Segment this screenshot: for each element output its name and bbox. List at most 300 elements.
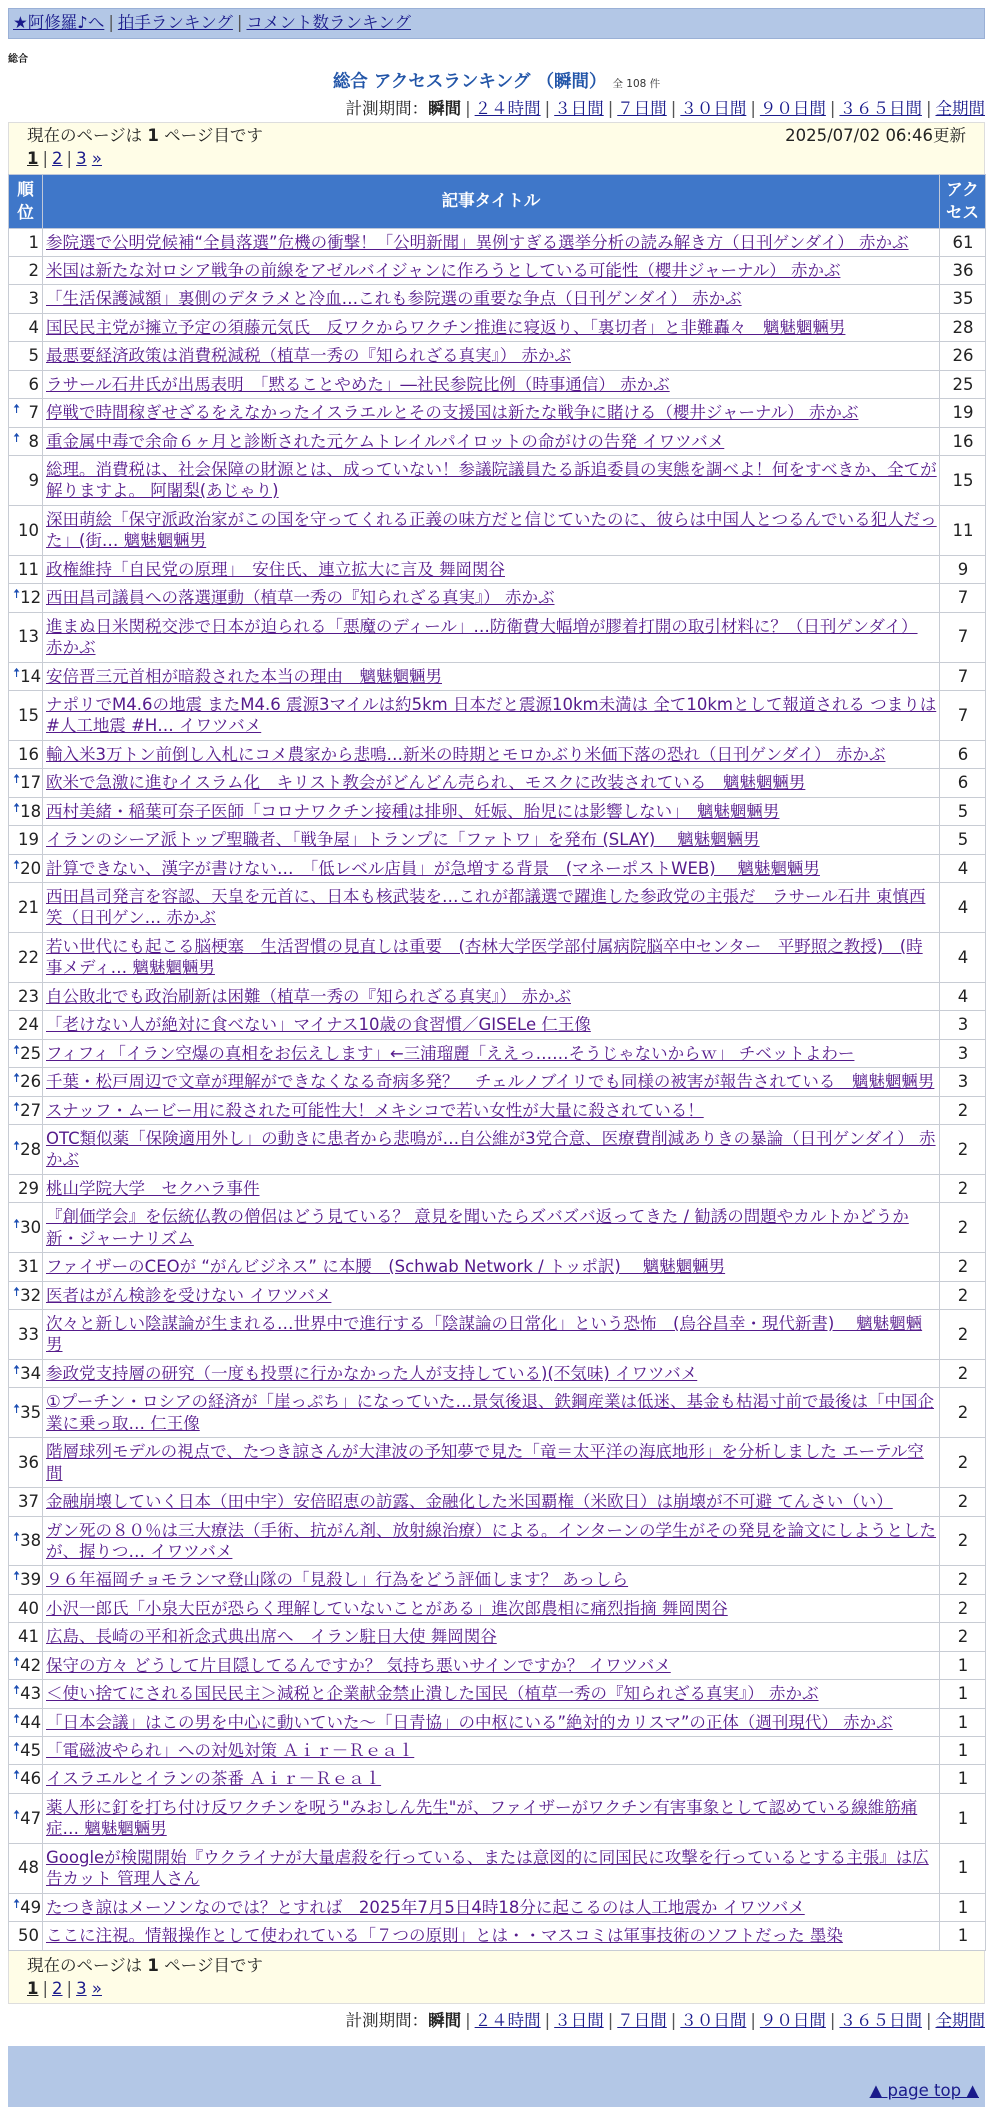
updated-timestamp: 2025/07/02 06:46更新 [785,125,966,145]
access-count: 1 [940,1765,986,1793]
access-count: 16 [940,427,986,455]
title-cell [43,1651,940,1679]
page-top-bar [8,2076,985,2107]
access-count: 2 [940,1359,986,1387]
period-option-link[interactable]: ３６５日間 [839,2011,922,2031]
period-option-link[interactable]: ３６５日間 [839,99,922,119]
article-link[interactable]: 広島、長崎の平和祈念式典出席へ イラン駐日大使 舞岡関谷 [46,1627,497,1647]
rank-number: 20 [20,858,42,878]
rank-number: 24 [18,1015,39,1035]
rank-cell [9,883,43,933]
access-count: 9 [940,555,986,583]
rank-cell [9,1594,43,1622]
rank-cell [9,740,43,768]
table-row [9,797,986,825]
table-row [9,427,986,455]
period-option-link[interactable]: ２４時間 [474,2011,541,2031]
article-link[interactable]: 重金属中毒で余命６ヶ月と診断された元ケムトレイルパイロットの命がけの告発 イワツバメ [46,431,725,451]
period-separator: | [607,2011,614,2031]
rank-up-arrow-icon: 🠅 [13,1138,21,1154]
table-row [9,1068,986,1096]
rank-up-arrow-icon: 🠅 [13,1530,21,1546]
title-cell [43,505,940,555]
rank-cell [9,690,43,740]
article-link[interactable]: ＜使い捨てにされる国民民主＞減税と企業献金禁止潰した国民（植草一秀の『知られざる真実』） 赤かぶ [46,1684,819,1704]
page-link[interactable]: 2 [52,1978,63,1998]
table-row [9,1623,986,1651]
rank-up-arrow-icon: 🠅 [13,1683,21,1699]
clap-ranking-link[interactable]: 拍手ランキング [117,13,233,32]
period-option-link[interactable]: ３０日間 [680,2011,747,2031]
access-count: 2 [940,1174,986,1202]
rank-up-arrow-icon: 🠅 [13,1042,21,1058]
article-link[interactable]: 進まぬ日米関税交渉で日本が迫られる「悪魔のディール」…防衛費大幅増が膠着打開の取引材料に？（日刊ゲンダイ） 赤かぶ [46,616,918,658]
rank-up-arrow-icon: 🠅 [13,772,21,788]
access-count: 3 [940,1068,986,1096]
page-link[interactable]: 3 [76,149,87,169]
rank-cell [9,456,43,506]
access-count: 2 [940,1310,986,1360]
article-link[interactable]: OTC類似薬「保険適用外し」の動きに患者から悲鳴が…自公維が3党合意、医療費削減ありきの暴論（日刊ゲンダイ） 赤かぶ [46,1128,936,1170]
title-cell [43,342,940,370]
article-link[interactable]: 総理。消費税は、社会保障の財源とは、成っていない！参議院議員たる訴追委員の実態を調べよ！何をすべきか、全てが解りますよ。 阿闍梨(あじゃり) [46,460,937,501]
title-cell [43,370,940,398]
rank-number: 50 [18,1926,39,1946]
period-selector [8,2010,985,2031]
access-count: 4 [940,883,986,933]
rank-cell [9,1388,43,1438]
rank-cell [9,1516,43,1566]
article-link[interactable]: たつき諒はメーソンなのでは？とすれば 2025年7月5日4時18分に起こるのは人工地震か イワツバメ [46,1897,805,1917]
page-top-link[interactable]: ▲ page top ▲ [869,2080,979,2100]
rank-up-arrow-icon: 🠅 [13,1711,21,1727]
article-link[interactable]: 参院選で公明党候補“全員落選”危機の衝撃！「公明新聞」異例すぎる選挙分析の読み解き方（日刊ゲンダイ） 赤かぶ [46,232,909,252]
title-cell [43,285,940,313]
title-cell [43,456,940,506]
article-link[interactable]: ここに注視。情報操作として使われている「７つの原則」とは・・マスコミは軍事技術のソフトだった 墨染 [46,1926,843,1946]
access-count: 26 [940,342,986,370]
article-link[interactable]: 若い世代にも起こる脳梗塞 生活習慣の見直しは重要 (杏林大学医学部付属病院脳卒中センター 平野照之教授) (時事メディ… 魑魅魍魎男 [46,936,923,978]
rank-cell [9,228,43,256]
rank-number: 40 [18,1598,39,1618]
access-count: 4 [940,982,986,1010]
category-label: 総合 [8,54,28,66]
rank-number: 48 [18,1858,39,1878]
table-row [9,399,986,427]
table-row [9,370,986,398]
rank-number: 42 [20,1655,42,1675]
next-page-link[interactable]: » [91,1978,102,1998]
access-count: 2 [940,1438,986,1488]
title-cell [43,740,940,768]
rank-cell [9,1253,43,1281]
page-separator: | [42,149,49,169]
article-link[interactable]: 国民民主党が擁立予定の須藤元気氏 反ワクからワクチン推進に寝返り、「裏切者」と非難轟々 魑魅魍魎男 [46,317,846,337]
access-count: 7 [940,662,986,690]
table-row [9,1096,986,1124]
access-count: 5 [940,826,986,854]
rank-cell [9,370,43,398]
period-separator: | [750,2011,756,2031]
table-row [9,1680,986,1708]
article-link[interactable]: 『創価学会』を伝統仏教の僧侶はどう見ている？ 意見を聞いたらズバズバ返ってきた / 勧誘の問題やカルトかどうか 新・ジャーナリズム [46,1207,909,1248]
period-current: 瞬間 [428,99,462,119]
article-link[interactable]: スナッフ・ムービー用に殺された可能性大！メキシコで若い女性が大量に殺されている！ [46,1100,704,1120]
table-row [9,456,986,506]
rank-cell [9,982,43,1010]
rank-cell [9,612,43,662]
rank-cell [9,1174,43,1202]
article-link[interactable]: 輸入米3万トン前倒し入札にコメ農家から悲鳴…新米の時期とモロかぶり米価下落の恐れ（日刊ゲンダイ） 赤かぶ [46,744,886,764]
article-link[interactable]: 計算できない、漢字が書けない… 「低レベル店員」が急増する背景 (マネーポストWEB) 魑魅魍魎男 [46,858,820,878]
article-link[interactable]: フィフィ「イラン空爆の真相をお伝えします」←三浦瑠麗「ええっ……そうじゃないからｗ」 チベットよわー [46,1043,855,1063]
rank-cell [9,1566,43,1594]
rank-number: 29 [18,1178,39,1198]
table-row [9,1174,986,1202]
article-link[interactable]: 千葉・松戸周辺で文章が理解ができなくなる奇病多発？ チェルノブイリでも同様の被害が報告されている 魑魅魍魎男 [46,1072,935,1092]
rank-up-arrow-icon: 🠅 [13,800,21,816]
title-cell [43,883,940,933]
table-row [9,342,986,370]
article-link[interactable]: 保守の方々 どうして片目隠してるんですか？ 気持ち悪いサインですか？ イワツバメ [46,1655,671,1675]
table-row [9,555,986,583]
rank-cell [9,797,43,825]
rank-up-arrow-icon: 🠅 [13,665,21,681]
rank-up-arrow-icon: 🠅 [13,1099,21,1115]
rank-number: 26 [20,1072,42,1092]
rank-up-arrow-icon: 🠅 [13,1071,21,1087]
access-count: 2 [940,1096,986,1124]
article-link[interactable]: イランのシーア派トップ聖職者、「戦争屋」トランプに「ファトワ」を発布 (SLAY) 魑魅魍魎男 [46,830,760,850]
table-row [9,662,986,690]
page-links [27,1978,966,1999]
rank-number: 10 [18,520,39,540]
period-current: 瞬間 [428,2011,462,2031]
article-link[interactable]: 西村美緒・稲葉可奈子医師「コロナワクチン接種は排卵、妊娠、胎児には影響しない」 魑魅魍魎男 [46,801,780,821]
rank-number: 6 [28,374,39,394]
article-link[interactable]: 自公敗北でも政治刷新は困難（植草一秀の『知られざる真実』） 赤かぶ [46,986,571,1006]
table-row [9,1708,986,1736]
page-separator: | [66,1978,73,1998]
table-row [9,1039,986,1067]
rank-cell [9,1096,43,1124]
rank-cell [9,342,43,370]
period-option-link[interactable]: 全期間 [935,2011,985,2031]
article-link[interactable]: 「老けない人が絶対に食べない」マイナス10歳の食習慣／GISELe 仁王像 [46,1015,591,1035]
page-link[interactable]: 3 [76,1978,87,1998]
article-link[interactable]: 米国は新たな対ロシア戦争の前線をアゼルバイジャンに作ろうとしている可能性（櫻井ジャーナル） 赤かぶ [46,260,841,280]
access-count: 2 [940,1594,986,1622]
period-option-link[interactable]: ９０日間 [759,99,826,119]
title-cell [43,1174,940,1202]
period-separator: | [544,99,551,119]
access-count: 19 [940,399,986,427]
article-link[interactable]: 「生活保護減額」裏側のデタラメと冷血…これも参院選の重要な争点（日刊ゲンダイ） 赤かぶ [46,289,742,309]
article-link[interactable]: ラサール石井氏が出馬表明 「黙ることやめた」―社民参院比例（時事通信） 赤かぶ [46,374,670,394]
article-link[interactable]: 「日本会議」はこの男を中心に動いていた〜「日青協」の中枢にいる”絶対的カリスマ”の正体（週刊現代） 赤かぶ [46,1712,893,1732]
article-link[interactable]: 停戦で時間稼ぎせざるをえなかったイスラエルとその支援国は新たな戦争に賭ける（櫻井ジャーナル） 赤かぶ [46,403,859,423]
current-page-text: 現在のページは 1 ページ目です [27,125,263,145]
comment-ranking-link[interactable]: コメント数ランキング [246,13,411,32]
title-cell [43,1310,940,1360]
rank-number: 4 [28,317,39,337]
period-option-link[interactable]: ９０日間 [759,2011,826,2031]
table-row [9,584,986,612]
access-count: 1 [940,1793,986,1843]
table-row [9,1310,986,1360]
rank-number: 31 [18,1257,39,1277]
access-count: 1 [940,1737,986,1765]
article-link[interactable]: ファイザーのCEOが “がんビジネス” に本腰 (Schwab Network / トッポ訳) 魑魅魍魎男 [46,1257,726,1277]
table-row [9,1203,986,1253]
table-row [9,854,986,882]
article-link[interactable]: 小沢一郎氏「小泉大臣が恐らく理解していないことがある」進次郎農相に痛烈指摘 舞岡関谷 [46,1598,728,1618]
title-cell [43,797,940,825]
title-cell [43,769,940,797]
period-separator: | [670,99,677,119]
rank-cell [9,769,43,797]
table-row [9,228,986,256]
title-cell [43,1737,940,1765]
ranking-table [8,174,986,1951]
rank-number: 13 [18,627,39,647]
rank-number: 25 [20,1043,42,1063]
rank-cell [9,826,43,854]
rank-cell [9,285,43,313]
access-count: 1 [940,1651,986,1679]
period-option-link[interactable]: ３日間 [554,99,604,119]
rank-number: 2 [28,260,39,280]
title-cell [43,1253,940,1281]
current-page-text: 現在のページは 1 ページ目です [27,1955,263,1975]
rank-number: 34 [20,1363,42,1383]
rank-number: 37 [18,1492,39,1512]
article-link[interactable]: 次々と新しい陰謀論が生まれる…世界中で進行する「陰謀論の日常化」という恐怖 (烏谷昌幸・現代新書) 魑魅魍魎男 [46,1314,923,1355]
title-cell [43,1488,940,1516]
period-option-link[interactable]: ７日間 [617,2011,667,2031]
rank-up-arrow-icon: 🠅 [13,430,21,446]
access-count: 2 [940,1124,986,1174]
table-row [9,1124,986,1174]
rank-number: 35 [20,1403,42,1423]
rank-cell [9,1708,43,1736]
title-cell [43,256,940,284]
article-link[interactable]: 桃山学院大学 セクハラ事件 [46,1178,260,1198]
article-link[interactable]: 欧米で急激に進むイスラム化 キリスト教会がどんどん売られ、モスクに改装されている 魑魅魍魎男 [46,773,806,793]
rank-cell [9,1039,43,1067]
article-link[interactable]: ガン死の８０％は三大療法（手術、抗がん剤、放射線治療）による。インターンの学生がその発見を論文にしようとしたが、握りつ… イワツバメ [46,1520,937,1561]
rank-number: 5 [28,346,39,366]
article-link[interactable]: 最悪要経済政策は消費税減税（植草一秀の『知られざる真実』） 赤かぶ [46,346,571,366]
rank-cell [9,1011,43,1039]
access-count: 28 [940,313,986,341]
access-count: 2 [940,1516,986,1566]
rank-up-arrow-icon: 🠅 [13,1896,21,1912]
rank-cell [9,932,43,982]
period-separator: | [829,2011,836,2031]
table-row [9,1793,986,1843]
period-separator: | [925,2011,932,2031]
article-link[interactable]: 「電磁波やられ」への対処対策 Ａｉｒ－Ｒｅａｌ [46,1741,415,1760]
article-link[interactable]: ①プーチン・ロシアの経済が「崖っぷち」になっていた…景気後退、鉄鋼産業は低迷、基金も枯渇寸前で最後は「中国企業に乗っ取… 仁王像 [46,1392,934,1433]
period-separator: | [925,99,932,119]
access-header: アクセス [940,174,986,228]
access-count: 25 [940,370,986,398]
period-option-link[interactable]: 全期間 [935,99,985,119]
rank-cell [9,1359,43,1387]
table-row [9,313,986,341]
page-links [27,148,966,169]
rank-number: 7 [28,403,39,423]
title-cell [43,584,940,612]
rank-cell [9,1922,43,1950]
rank-number: 45 [20,1741,42,1760]
rank-up-arrow-icon: 🠅 [13,1284,21,1300]
rank-up-arrow-icon: 🠅 [13,1362,21,1378]
article-link[interactable]: ナポリでM4.6の地震 またM4.6 震源3マイルは約5km 日本だと震源10km未満は 全て10kmとして報道される つまりは #人工地震 #H… イワツバメ [46,694,937,736]
rank-cell [9,1124,43,1174]
rank-cell [9,256,43,284]
title-cell [43,1068,940,1096]
article-link[interactable]: 薬人形に釘を打ち付け反ワクチンを呪う"みおしん先生"が、ファイザーがワクチン有害事象として認めている線維筋痛症… 魑魅魍魎男 [46,1797,918,1839]
nav-separator: | [236,13,243,32]
title-cell [43,854,940,882]
rank-cell [9,1623,43,1651]
table-row [9,285,986,313]
rank-number: 49 [20,1897,42,1917]
article-link[interactable]: Googleが検閲開始『ウクライナが大量虐殺を行っている、または意図的に同国民に攻撃を行っているとする主張』は広告カット 管理人さん [46,1847,929,1889]
title-cell [43,555,940,583]
access-count: 2 [940,1488,986,1516]
article-link[interactable]: 政権維持「自民党の原理」 安住氏、連立拡大に言及 舞岡関谷 [46,559,505,579]
article-link[interactable]: 西田昌司発言を容認、天皇を元首に、日本も核武装を…これが都議選で躍進した参政党の主張だ ラサール石井 東慎西笑（日刊ゲン… 赤かぶ [46,887,926,928]
period-separator: | [607,99,614,119]
period-selector [8,98,985,119]
title-cell [43,1516,940,1566]
access-count: 7 [940,584,986,612]
article-link[interactable]: 階層球列モデルの視点で、たつき諒さんが大津波の予知夢で見た「竜＝太平洋の海底地形」を分析しました エーテル空間 [46,1442,924,1483]
rank-number: 19 [18,830,39,850]
rank-number: 36 [18,1452,39,1472]
article-link[interactable]: 金融崩壊していく日本（田中宇）安倍昭恵の訪露、金融化した米国覇権（米欧日）は崩壊が不可避 てんさい（い） [46,1492,893,1512]
title-cell [43,1281,940,1309]
table-row [9,256,986,284]
rank-cell [9,1203,43,1253]
rank-number: 41 [18,1627,39,1647]
page-separator: | [42,1978,49,1998]
title-cell [43,932,940,982]
article-link[interactable]: 西田昌司議員への落選運動（植草一秀の『知られざる真実』） 赤かぶ [46,588,555,608]
rank-number: 44 [20,1712,42,1732]
top-nav-bar [8,8,985,39]
access-count: 1 [940,1708,986,1736]
rank-number: 15 [18,705,39,725]
rank-number: 28 [20,1139,42,1159]
article-link[interactable]: 参政党支持層の研究（一度も投票に行かなかった人が支持している)(不気味) イワツバメ [46,1363,698,1383]
rank-cell [9,1438,43,1488]
table-row [9,1488,986,1516]
article-link[interactable]: ９６年福岡チョモランマ登山隊の「見殺し」行為をどう評価します？ あっしら [46,1570,629,1590]
rank-cell [9,1793,43,1843]
table-row [9,690,986,740]
rank-up-arrow-icon: 🠅 [13,587,21,603]
rank-up-arrow-icon: 🠅 [13,857,21,873]
table-row [9,1516,986,1566]
rank-number: 18 [20,801,42,821]
access-count: 2 [940,1388,986,1438]
rank-cell [9,1310,43,1360]
table-row [9,1594,986,1622]
access-count: 1 [940,1893,986,1921]
access-count: 1 [940,1680,986,1708]
title-cell [43,1793,940,1843]
article-link[interactable]: 深田萌絵「保守派政治家がこの国を守ってくれる正義の味方だと信じていたのに、彼らは中国人とつるんでいる犯人だった」(街… 魑魅魍魎男 [46,509,937,551]
period-separator: | [544,2011,551,2031]
access-count: 35 [940,285,986,313]
table-row [9,1359,986,1387]
period-separator: | [465,2011,471,2031]
table-row [9,1281,986,1309]
table-row [9,1566,986,1594]
title-cell [43,982,940,1010]
title-cell [43,1708,940,1736]
rank-number: 21 [18,897,39,917]
access-count: 3 [940,1039,986,1067]
access-count: 7 [940,612,986,662]
title-cell [43,427,940,455]
rank-cell [9,1893,43,1921]
period-option-link[interactable]: ７日間 [617,99,667,119]
article-link[interactable]: 医者はがん検診を受けない イワツバメ [46,1285,332,1305]
table-row [9,932,986,982]
title-cell [43,1765,940,1793]
article-link[interactable]: 安倍晋三元首相が暗殺された本当の理由 魑魅魍魎男 [46,666,442,686]
rank-cell [9,505,43,555]
home-link[interactable]: ★阿修羅♪へ [13,13,105,32]
title-cell [43,1843,940,1893]
title-cell [43,1922,940,1950]
rank-up-arrow-icon: 🠅 [13,1768,21,1784]
rank-number: 33 [18,1324,39,1344]
title-cell [43,1039,940,1067]
access-count: 15 [940,456,986,506]
rank-number: 9 [28,470,39,490]
access-count: 2 [940,1203,986,1253]
period-option-link[interactable]: ２４時間 [474,99,541,119]
access-count: 7 [940,690,986,740]
article-link[interactable]: イスラエルとイランの茶番 Ａｉｒ－Ｒｅａｌ [46,1769,382,1789]
table-row [9,1438,986,1488]
rank-number: 12 [20,588,42,608]
rank-cell [9,1843,43,1893]
title-header: 記事タイトル [43,174,940,228]
rank-up-arrow-icon: 🠅 [13,1740,21,1755]
rank-number: 23 [18,986,39,1006]
access-count: 4 [940,854,986,882]
period-option-link[interactable]: ３０日間 [680,99,747,119]
rank-up-arrow-icon: 🠅 [13,402,21,418]
page-link[interactable]: 2 [52,149,63,169]
period-option-link[interactable]: ３日間 [554,2011,604,2031]
title-cell [43,1096,940,1124]
rank-header: 順位 [9,174,43,228]
next-page-link[interactable]: » [91,149,102,169]
access-count: 36 [940,256,986,284]
title-cell [43,612,940,662]
rank-cell [9,854,43,882]
table-row [9,982,986,1010]
rank-cell [9,1488,43,1516]
